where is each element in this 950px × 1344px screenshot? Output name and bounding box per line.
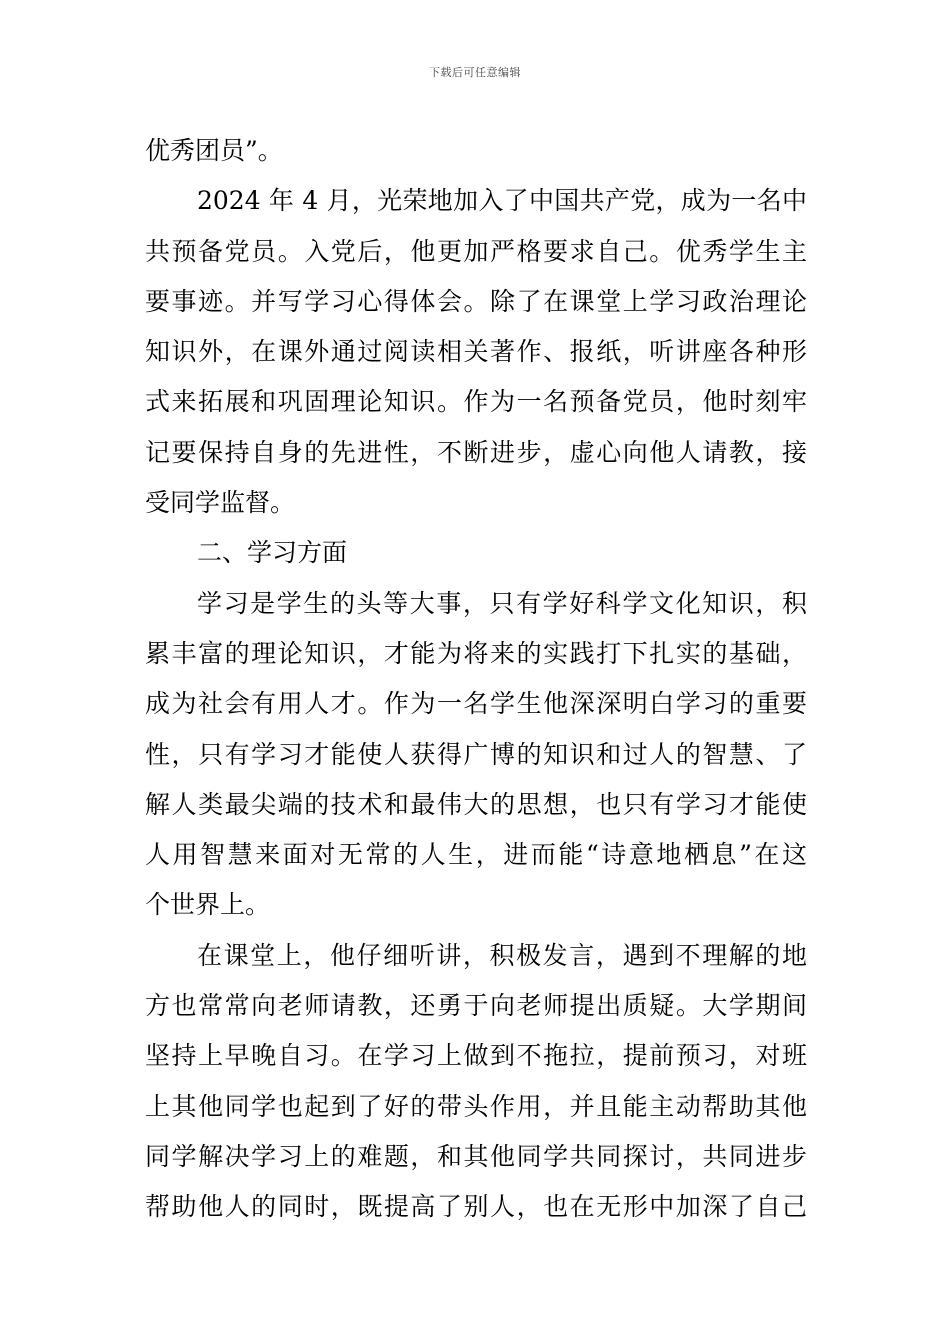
text-line: 成为社会有用人才。作为一名学生他深深明白学习的重要 (145, 689, 807, 719)
text-line: 解人类最尖端的技术和最伟大的思想，也只有学习才能使 (145, 789, 807, 819)
page-header: 下载后可任意编辑 (429, 66, 521, 79)
text-line: 要事迹。并写学习心得体会。除了在课堂上学习政治理论 (145, 286, 807, 316)
text-line: 共预备党员。入党后，他更加严格要求自己。优秀学生主 (145, 236, 807, 266)
text-line: 记要保持自身的先进性，不断进步，虚心向他人请教，接 (145, 437, 807, 467)
text-line: 性，只有学习才能使人获得广博的知识和过人的智慧、了 (145, 739, 807, 769)
text-line: 个世界上。 (145, 890, 271, 920)
text-line: 同学解决学习上的难题，和其他同学共同探讨，共同进步 (145, 1141, 807, 1171)
text-line: 上其他同学也起到了好的带头作用，并且能主动帮助其他 (145, 1091, 807, 1121)
text-line: 学习是学生的头等大事，只有学好科学文化知识，积 (197, 588, 807, 618)
text-line: 累丰富的理论知识，才能为将来的实践打下扎实的基础， (145, 638, 807, 668)
text-line: 方也常常向老师请教，还勇于向老师提出质疑。大学期间 (145, 991, 807, 1021)
text-line: 人用智慧来面对无常的人生，进而能“诗意地栖息”在这 (145, 840, 807, 870)
text-line: 式来拓展和巩固理论知识。作为一名预备党员，他时刻牢 (145, 387, 807, 417)
text-line: 2024 年 4 月，光荣地加入了中国共产党，成为一名中 (197, 186, 807, 216)
body-text (145, 126, 807, 1233)
text-line: 在课堂上，他仔细听讲，积极发言，遇到不理解的地 (197, 940, 807, 970)
text-line: 帮助他人的同时，既提高了别人，也在无形中加深了自己 (145, 1192, 807, 1222)
text-line: 知识外，在课外通过阅读相关著作、报纸，听讲座各种形 (145, 337, 807, 367)
text-line: 优秀团员”。 (145, 136, 283, 165)
text-line: 坚持上早晚自习。在学习上做到不拖拉，提前预习，对班 (145, 1041, 807, 1071)
text-line: 受同学监督。 (145, 488, 296, 518)
section-heading: 二、学习方面 (197, 538, 348, 568)
